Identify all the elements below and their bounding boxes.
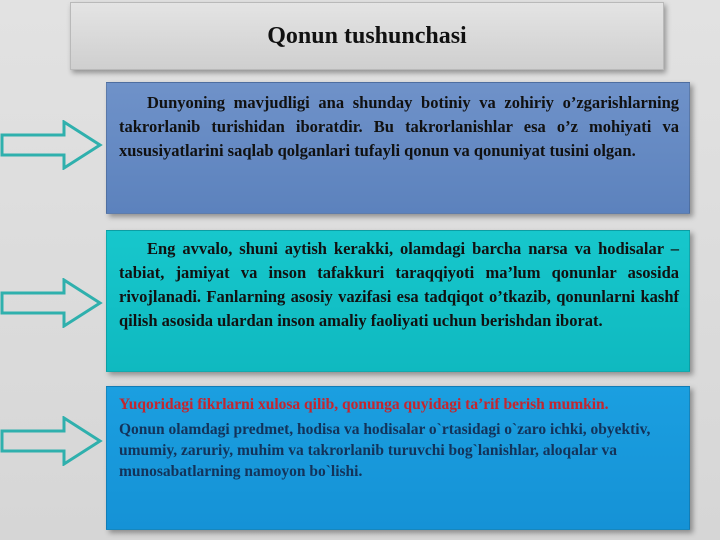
title-bar — [70, 2, 664, 70]
right-arrow-icon — [0, 416, 104, 466]
right-arrow-icon — [0, 278, 104, 328]
panel-1-text: Dunyoning mavjudligi ana shunday botiniy va zohiriy o’zgarishlarning takrorlanib turishidan iboratdir. Bu takrorlanishlar esa o’z mohiyati va xususiyatlarini saqlab qolganlari tufayli qonun va qonuniyat tusini olgan. — [119, 93, 679, 160]
page-title: Qonun tushunchasi — [267, 22, 467, 49]
text-panel-2 — [106, 230, 690, 372]
text-panel-3 — [106, 386, 690, 530]
text-panel-1 — [106, 82, 690, 214]
right-arrow-icon — [0, 120, 104, 170]
panel-2-text: Eng avvalo, shuni aytish kerakki, olamdagi barcha narsa va hodisalar – tabiat, jamiyat va inson tafakkuri taraqqiyoti ma’lum qonunlar asosida rivojlanadi. Fanlarning asosiy vazifasi esa tadqiqot o’tkazib, qonunlarni kashf qilish asosida ulardan inson amaliy faoliyati uchun berishdan iborat. — [119, 239, 679, 330]
law-definition-text: Qonun olamdagi predmet, hodisa va hodisalar o`rtasidagi o`zaro ichki, obyektiv, umumiy, zaruriy, muhim va takrorlanib turuvchi bog`lanishlar, aloqalar va munosabatlarning namoyon bo`lishi. — [119, 421, 651, 480]
conclusion-lead-text: Yuqoridagi fikrlarni xulosa qilib, qonunga quyidagi ta’rif berish mumkin. — [119, 396, 609, 413]
